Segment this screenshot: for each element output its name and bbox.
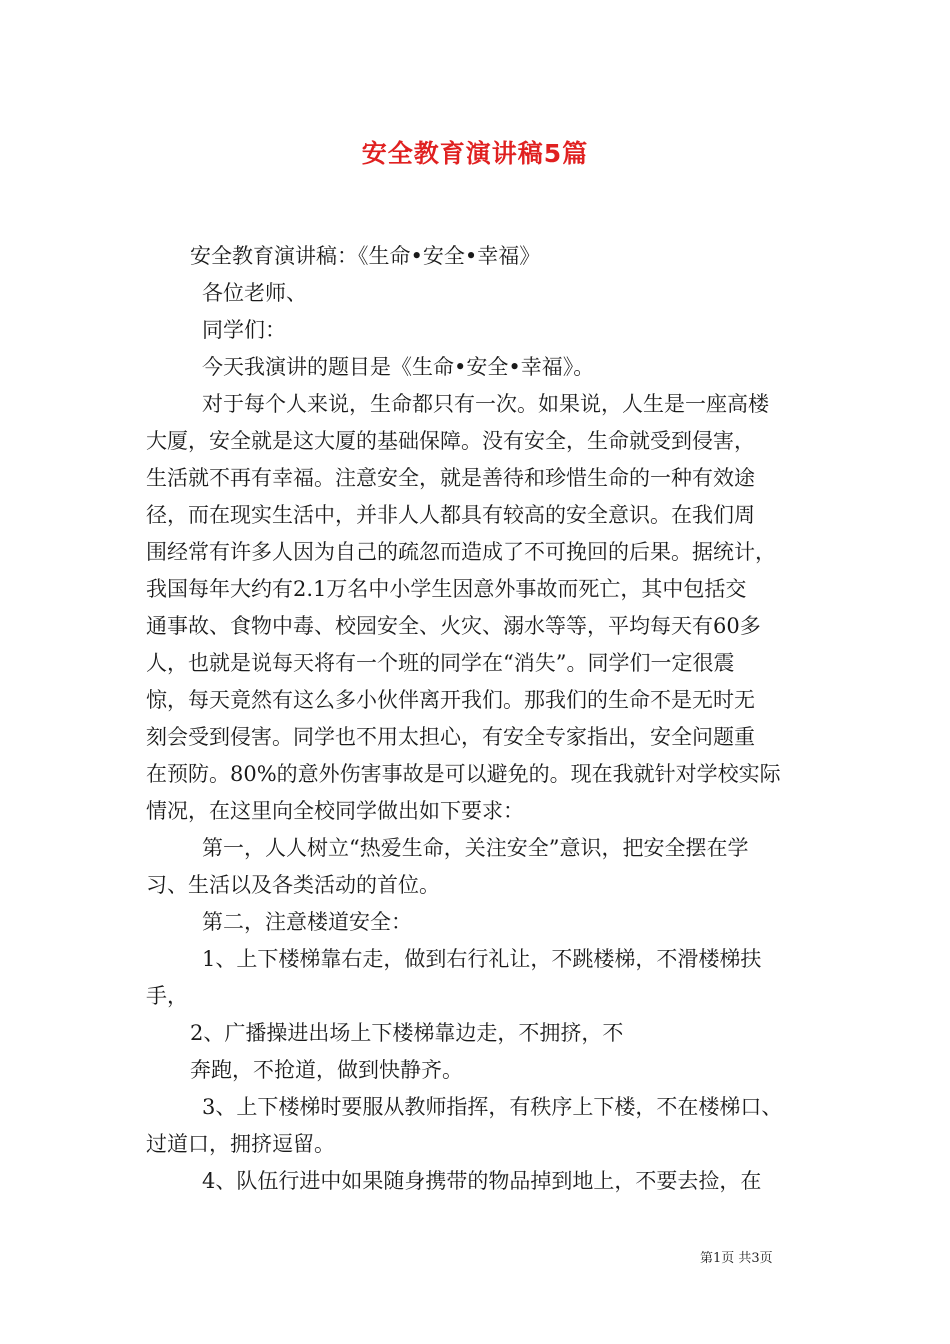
text-line: 今天我演讲的题目是《生命•安全•幸福》。 [202,355,595,379]
text-line: 手， [146,984,188,1008]
text-line: 对于每个人来说，生命都只有一次。如果说，人生是一座高楼 [202,392,769,416]
text-line: 习、生活以及各类活动的首位。 [146,873,440,897]
text-line: 同学们： [202,318,286,342]
text-line: 各位老师、 [202,281,307,305]
text-line: 奔跑，不抢道，做到快静齐。 [190,1058,463,1082]
document-title: 安全教育演讲稿5篇 [361,139,589,168]
document-body [146,238,814,1200]
text-line: 2、广播操进出场上下楼梯靠边走，不拥挤，不 [190,1021,624,1045]
text-line: 惊，每天竟然有这么多小伙伴离开我们。那我们的生命不是无时无 [146,688,755,712]
text-line: 大厦，安全就是这大厦的基础保障。没有安全，生命就受到侵害， [146,429,755,453]
text-line: 径，而在现实生活中，并非人人都具有较高的安全意识。在我们周 [146,503,755,527]
text-line: 安全教育演讲稿：《生命•安全•幸福》 [190,244,541,268]
text-line: 我国每年大约有2.1万名中小学生因意外事故而死亡，其中包括交 [146,577,747,601]
text-line: 过道口，拥挤逗留。 [146,1132,335,1156]
text-line: 通事故、食物中毒、校园安全、火灾、溺水等等，平均每天有60多 [146,614,761,638]
text-line: 1、上下楼梯靠右走，做到右行礼让，不跳楼梯，不滑楼梯扶 [202,947,762,971]
text-line: 4、队伍行进中如果随身携带的物品掉到地上，不要去捡，在 [202,1169,762,1193]
text-line: 人，也就是说每天将有一个班的同学在“消失”。同学们一定很震 [146,651,735,675]
text-line: 围经常有许多人因为自己的疏忽而造成了不可挽回的后果。据统计， [146,540,776,564]
text-line: 3、上下楼梯时要服从教师指挥，有秩序上下楼，不在楼梯口、 [202,1095,783,1119]
text-line: 生活就不再有幸福。注意安全，就是善待和珍惜生命的一种有效途 [146,466,755,490]
text-line: 情况，在这里向全校同学做出如下要求： [146,799,524,823]
text-line: 第二，注意楼道安全： [202,910,412,934]
text-line: 第一，人人树立“热爱生命，关注安全”意识，把安全摆在学 [202,836,749,860]
text-line: 刻会受到侵害。同学也不用太担心，有安全专家指出，安全问题重 [146,725,755,749]
text-line: 在预防。80%的意外伤害事故是可以避免的。现在我就针对学校实际 [146,762,781,786]
page-number-footer: 第1页 共3页 [700,1251,773,1266]
